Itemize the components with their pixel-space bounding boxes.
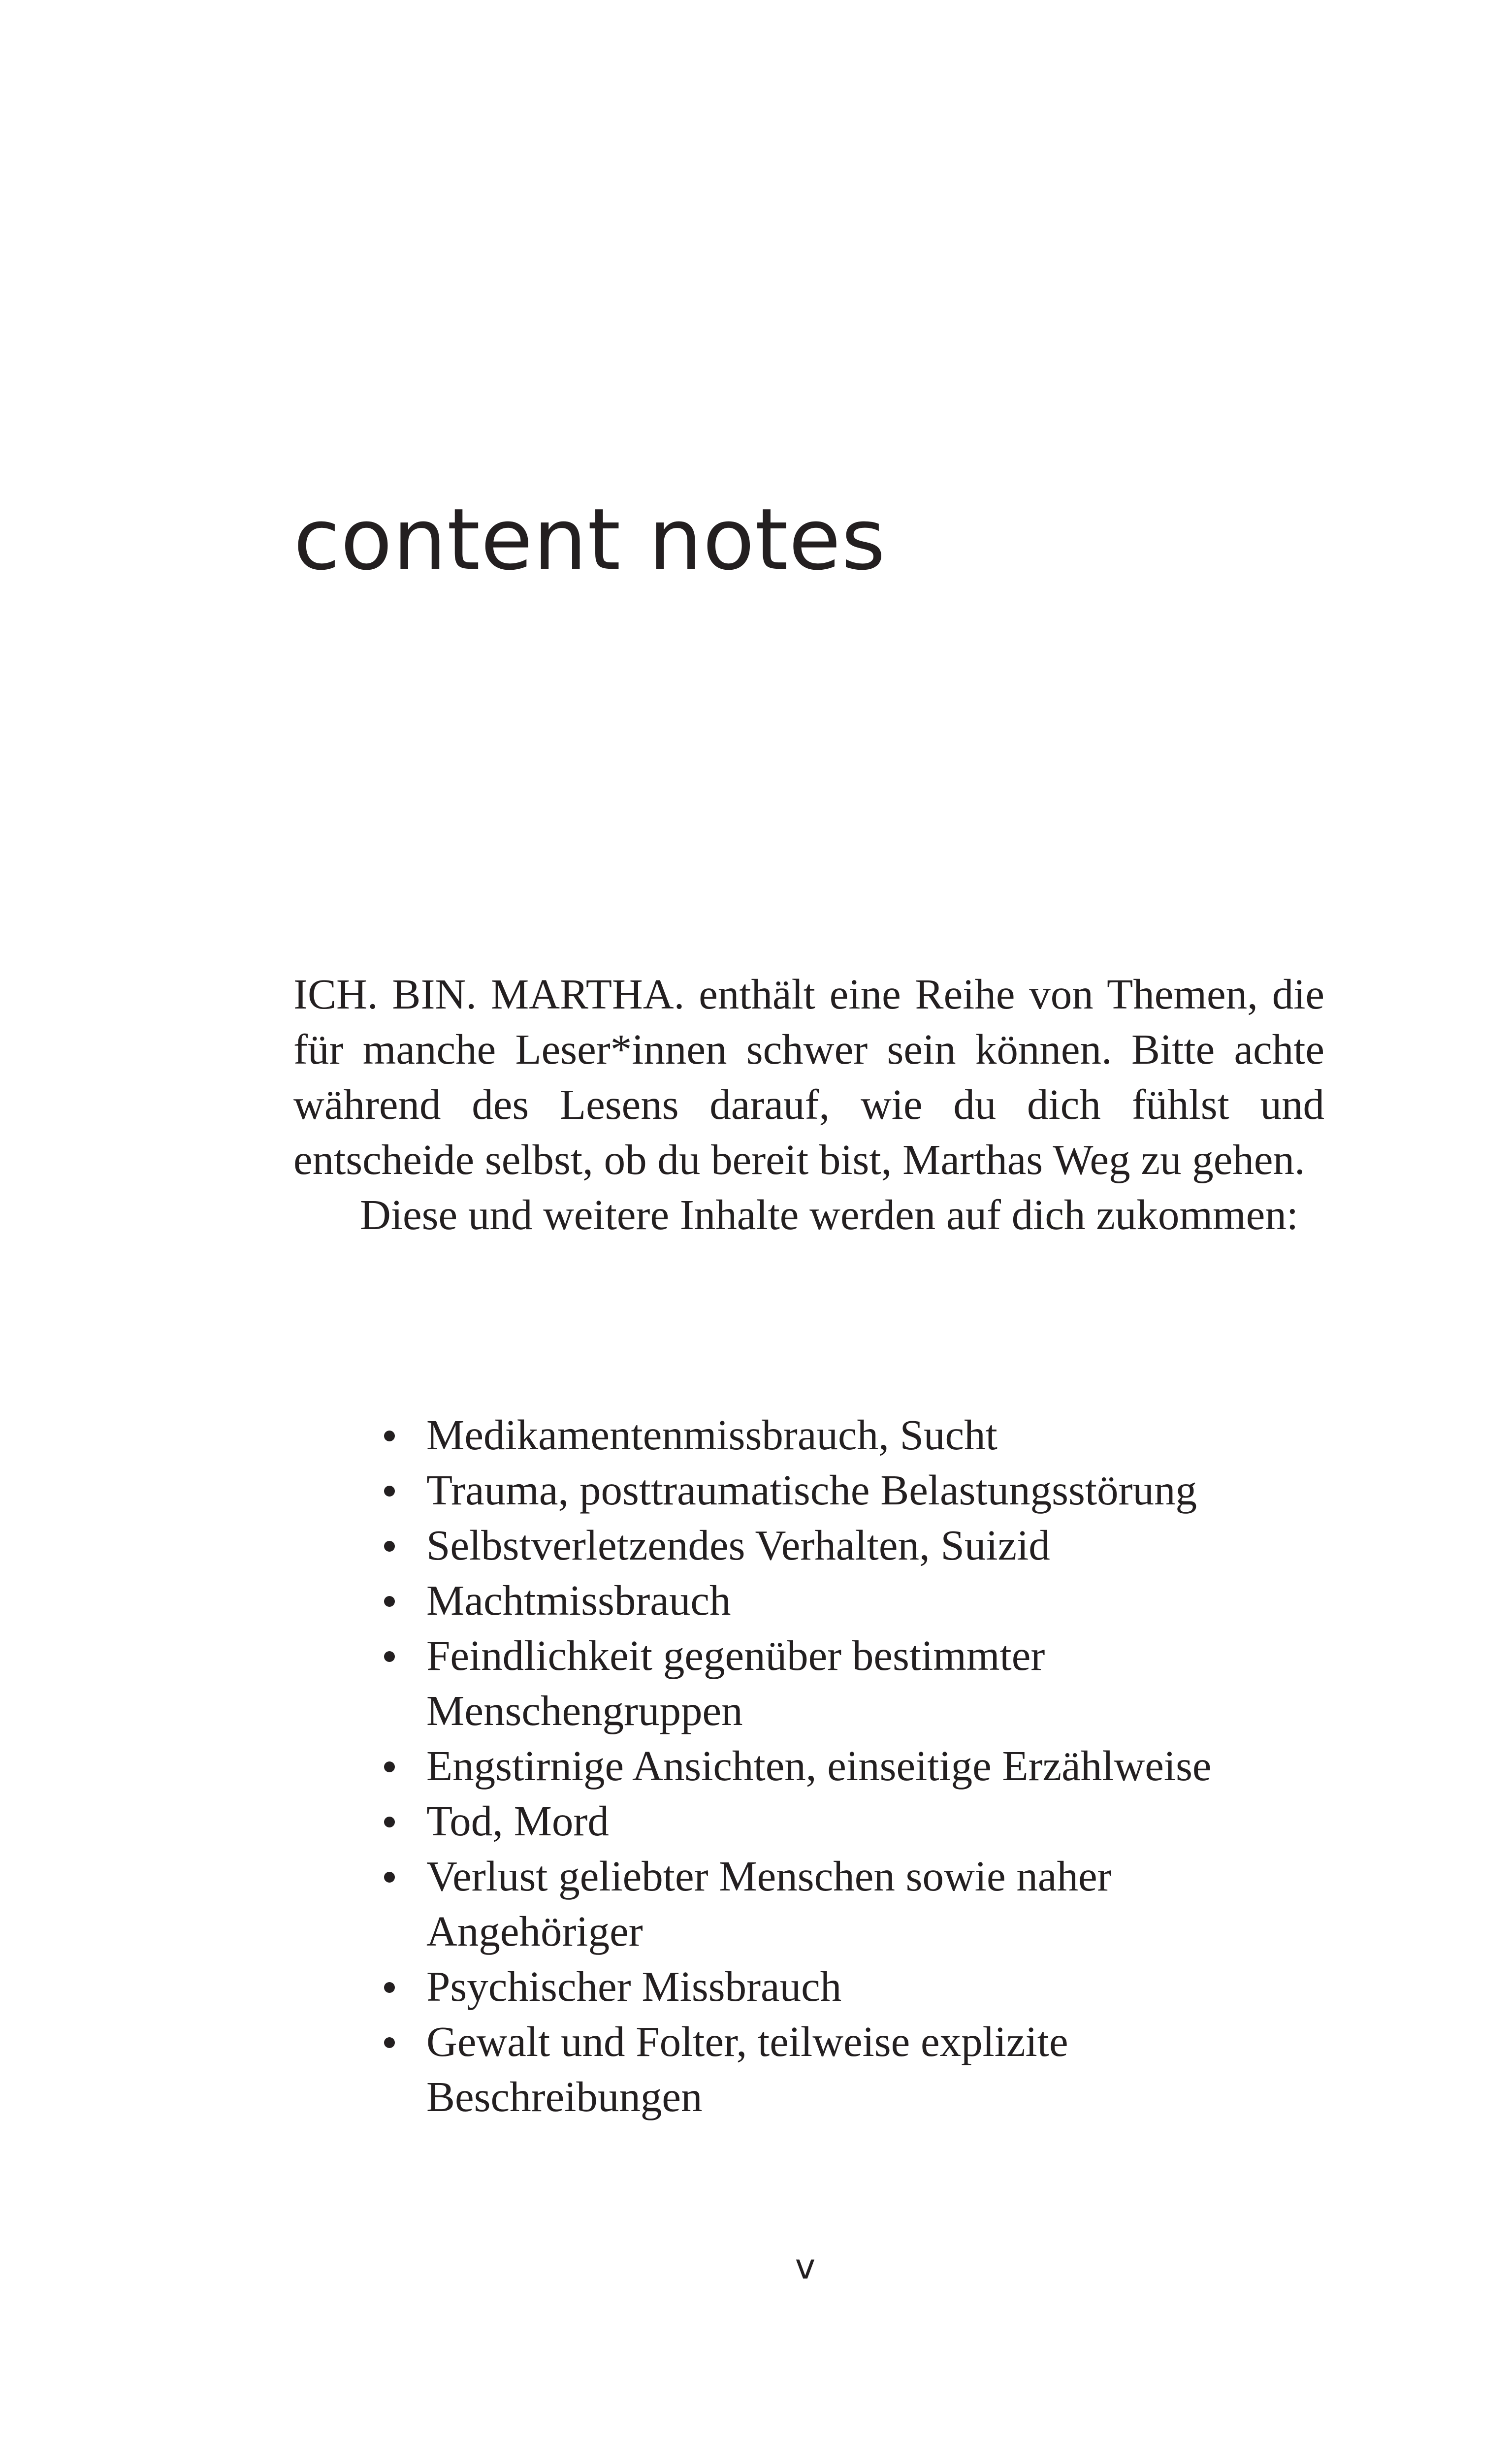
list-item-text: Feindlichkeit gegenüber bestimmter Menschengruppen: [426, 1631, 1045, 1734]
list-item: [426, 1793, 1313, 1849]
bullet-icon: [384, 1541, 395, 1552]
bullet-icon: [384, 1486, 395, 1497]
list-item-text: Selbstverletzendes Verhalten, Suizid: [426, 1521, 1050, 1569]
bullet-icon: [384, 1761, 395, 1772]
list-item: [426, 1518, 1313, 1573]
list-item-text: Tod, Mord: [426, 1797, 609, 1845]
page-number: v: [795, 2247, 816, 2287]
intro-text: [293, 967, 1324, 1242]
intro-paragraph: Diese und weitere Inhalte werden auf dich zukommen:: [360, 1191, 1299, 1238]
bullet-icon: [384, 1872, 395, 1883]
page-title: content notes: [293, 490, 886, 589]
list-item: [426, 1407, 1313, 1463]
list-item-text: Gewalt und Folter, teilweise explizite Beschreibungen: [426, 2018, 1068, 2120]
bullet-icon: [384, 1596, 395, 1607]
list-item: [426, 1738, 1313, 1793]
bullet-icon: [384, 1431, 395, 1441]
list-item-text: Psychischer Missbrauch: [426, 1962, 842, 2010]
list-item: [426, 1573, 1313, 1628]
list-item-text: Machtmissbrauch: [426, 1576, 731, 1624]
bullet-icon: [384, 1817, 395, 1827]
intro-paragraph: ICH. BIN. MARTHA. enthält eine Reihe von Themen, die für manche Leser*innen schwer sein können. Bitte achte während des Lesens darauf, wie du dich fühlst und entscheide selbst, ob du bereit bist, Marthas Weg zu gehen.: [293, 970, 1324, 1183]
bullet-icon: [384, 1982, 395, 1993]
list-item: [426, 1959, 1313, 2014]
content-notes-list: [426, 1407, 1313, 2124]
list-item: [426, 1628, 1313, 1738]
list-item: [426, 1463, 1313, 1518]
list-item: [426, 1849, 1313, 1959]
list-item-text: Engstirnige Ansichten, einseitige Erzählweise: [426, 1742, 1212, 1790]
list-item-text: Verlust geliebter Menschen sowie naher Angehöriger: [426, 1852, 1112, 1955]
list-item-text: Medikamentenmissbrauch, Sucht: [426, 1411, 997, 1459]
bullet-icon: [384, 1651, 395, 1662]
list-item-text: Trauma, posttraumatische Belastungsstörung: [426, 1466, 1197, 1514]
bullet-icon: [384, 2037, 395, 2048]
list-item: [426, 2014, 1313, 2124]
